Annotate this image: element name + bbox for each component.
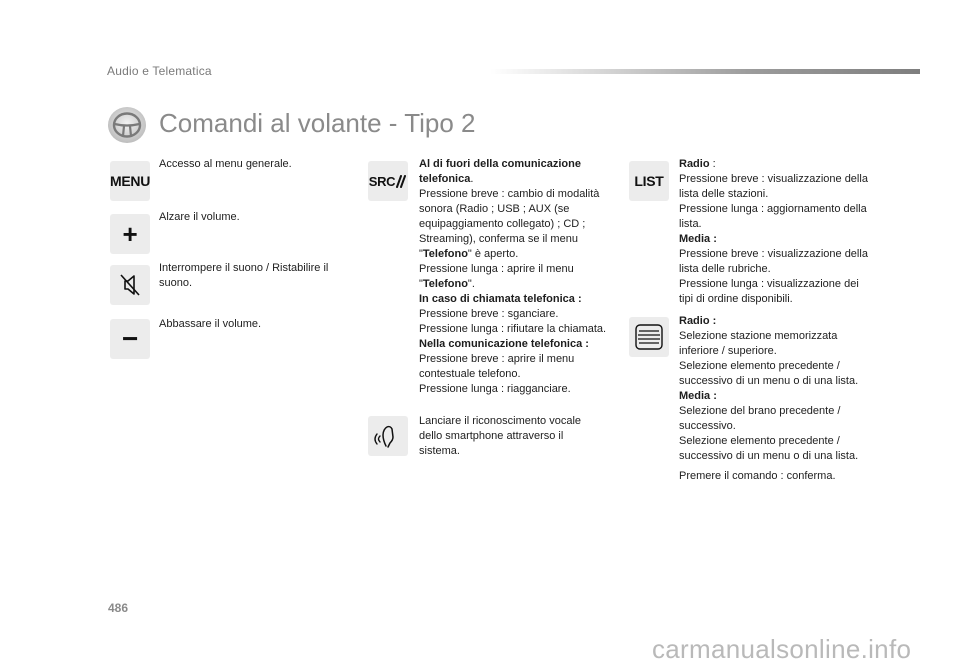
mute-icon: [110, 265, 150, 305]
page-number: 486: [108, 601, 129, 615]
volume-down-button-icon: [110, 319, 150, 359]
scroll-media-heading: Media :: [679, 390, 717, 402]
voice-hand-icon: [368, 416, 408, 456]
src-open-text: è aperto.: [471, 248, 519, 260]
scroll-description: [679, 314, 874, 464]
src-context-menu-text: Pressione breve : aprire il menu contestuale telefono.: [419, 353, 575, 380]
volume-up-button-icon: [110, 214, 150, 254]
menu-button-icon: [110, 161, 150, 201]
list-media-long-text: Pressione lunga : visualizzazione dei tipi di ordine disponibili.: [679, 278, 859, 305]
scroll-wheel-icon: [629, 317, 669, 357]
src-long-press-text: Pressione lunga : aprire il menu: [419, 263, 574, 275]
scroll-radio-menu-text: Selezione elemento precedente / successivo di un menu o di una lista.: [679, 360, 859, 387]
list-radio-heading: Radio: [679, 158, 710, 170]
phone-slash-icon: [395, 174, 407, 188]
header-rule: [490, 69, 920, 74]
volume-down-label: −: [121, 323, 139, 354]
list-description: Radio : Pressione breve : visualizzazione della lista delle stazioni. Pressione lunga : aggiornamento della lista. Media : Pressione breve : visualizzazione della lista delle rubriche. Pressione lunga : visualizzazione dei tipi di ordine disponibili.: [679, 158, 868, 305]
scroll-press-description: Premere il comando : conferma.: [679, 470, 836, 482]
list-button-label: LIST: [634, 173, 664, 189]
src-heading-outside-call: Al di fuori della comunicazione telefonica: [419, 158, 581, 185]
volume-up-description: Alzare il volume.: [159, 211, 240, 223]
voice-description: Lanciare il riconoscimento vocale dello smartphone attraverso il sistema.: [419, 415, 582, 457]
menu-button-label: MENU: [109, 173, 151, 189]
src-menu-name: Telefono: [422, 248, 468, 260]
src-button-label: SRC: [368, 173, 396, 189]
src-button-icon: [368, 161, 408, 201]
scroll-media-track-text: Selezione del brano precedente / successivo.: [679, 405, 841, 432]
src-description: Al di fuori della comunicazione telefonica. Pressione breve : cambio di modalità sonora (Radio ; USB ; AUX (se equipaggiamento collegato) ; CD ; Streaming), conferma se il menu "Telefono" è aperto. Pressione lunga : aprire il menu "Telefono". In caso di chiamata telefonica : Pressione breve : sganciare. Pressione lunga : rifiutare la chiamata. Nella comunicazione telefonica : Pressione breve : aprire il menu contestuale telefono. Pressione lunga : riagganciare.: [419, 158, 607, 395]
src-answer-text: Pressione breve : sganciare.: [419, 308, 559, 320]
list-radio-long-text: Pressione lunga : aggiornamento della lista.: [679, 203, 867, 230]
steering-wheel-icon: [107, 106, 147, 144]
src-reject-text: Pressione lunga : rifiutare la chiamata.: [419, 323, 607, 335]
scroll-media-menu-text: Selezione elemento precedente / successivo di un menu o di una lista.: [679, 435, 859, 462]
list-radio-short-text: Pressione breve : visualizzazione della lista delle stazioni.: [679, 173, 868, 200]
section-header: Audio e Telematica: [107, 64, 212, 78]
list-media-heading: Media :: [679, 233, 717, 245]
menu-description: Accesso al menu generale.: [159, 158, 292, 170]
src-short-press-text: Pressione breve : cambio di modalità sonora (Radio ; USB ; AUX (se equipaggiamento collegato) ; CD ; Streaming), conferma se il menu: [419, 188, 600, 245]
list-button-icon: [629, 161, 669, 201]
watermark: carmanualsonline.info: [652, 634, 912, 664]
volume-up-label: +: [122, 219, 138, 249]
page-title: Comandi al volante - Tipo 2: [159, 108, 476, 138]
volume-down-description: Abbassare il volume.: [159, 318, 262, 330]
src-menu-name-2: Telefono: [422, 278, 468, 290]
src-heading-in-call: Nella comunicazione telefonica :: [419, 338, 589, 350]
src-heading-incoming-call: In caso di chiamata telefonica :: [419, 293, 582, 305]
scroll-radio-preset-text: Selezione stazione memorizzata inferiore / superiore.: [679, 330, 838, 357]
mute-description: Interrompere il suono / Ristabilire il suono.: [159, 262, 329, 289]
list-media-short-text: Pressione breve : visualizzazione della lista delle rubriche.: [679, 248, 868, 275]
src-hangup-text: Pressione lunga : riagganciare.: [419, 383, 571, 395]
scroll-radio-heading: Radio :: [679, 315, 717, 327]
